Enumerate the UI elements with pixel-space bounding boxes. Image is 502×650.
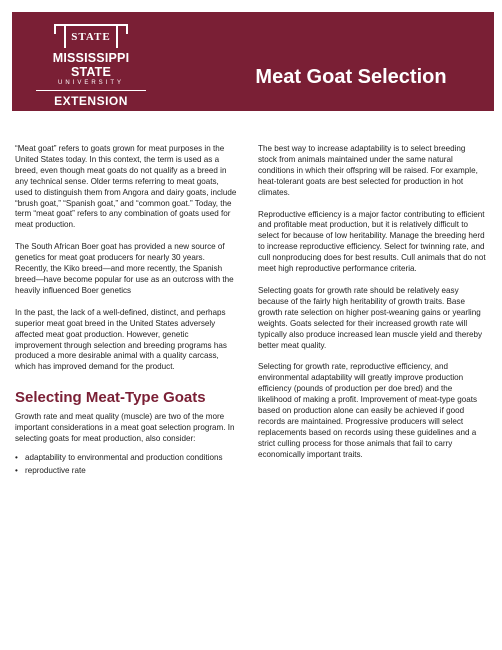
paragraph: “Meat goat” refers to goats grown for meat purposes in the United States today. In this context, the term is used as a breed, even though meat goats do not qualify as a breed in any technical sense. Older terms referring to meat goats, used to distinguish them from Angora and dairy goats, include “brush goat,” “Spanish goat,” and “common goat.” Today, the term “meat goat” refers to any combination of goats used for meat production. bbox=[15, 144, 237, 230]
section-heading: Selecting Meat-Type Goats bbox=[15, 389, 206, 407]
paragraph: The South African Boer goat has provided a new source of genetics for meat goat producers for nearly 30 years. Recently, the Kiko breed—and more recently, the Spanish breed—have become popular for use as an outcross with the heavily influenced Boer genetics bbox=[15, 242, 234, 295]
paragraph: The best way to increase adaptability is to select breeding stock from animals maintained under the same natural conditions in which their offspring will be raised. For example, heat-tolerant goats are best selected for production in hot climates. bbox=[258, 144, 478, 197]
paragraph: Reproductive efficiency is a major factor contributing to efficient and profitable meat production, but it is relatively difficult to select for because of low heritability. Manage the breeding herd to increase reproductive efficiency. Select for twinning rate, and cull nonproducing does for best results. Cull animals that do not meet high reproductive performance criteria. bbox=[258, 209, 486, 274]
logo-divider bbox=[36, 90, 146, 91]
logo-name: MISSISSIPPI STATE bbox=[52, 51, 130, 79]
bullet-list bbox=[15, 453, 237, 477]
header-banner bbox=[12, 12, 494, 111]
left-column bbox=[15, 144, 237, 479]
page-title: Meat Goat Selection bbox=[255, 66, 447, 88]
section-intro: Growth rate and meat quality (muscle) are two of the more important considerations in a meat goat selection program. In selecting goats for meat production, also consider: bbox=[15, 412, 235, 444]
logo-unit: EXTENSION bbox=[54, 94, 128, 108]
list-item: • adaptability to environmental and production conditions bbox=[15, 453, 237, 464]
paragraph: In the past, the lack of a well-defined, distinct, and perhaps superior meat goat breed in the United States adversely affected meat goat production. However, genetic improvement through selection and breeding programs has produced a more desirable animal with a quality carcass, which has improved demand for the product. bbox=[15, 307, 227, 372]
right-column bbox=[258, 144, 486, 472]
logo-university: UNIVERSITY bbox=[57, 80, 124, 86]
list-item: • reproductive rate bbox=[15, 466, 237, 477]
paragraph: Selecting for growth rate, reproductive efficiency, and environmental adaptability will greatly improve production efficiency (pounds of production per doe bred) and the likelihood of making a profit. Improvement of meat-type goats based on production alone can easily be achieved if good records are maintained. Progressive producers will select replacements based on records using these guidelines and a strict culling process for those animals that fail to carry economically important traits. bbox=[258, 362, 478, 459]
university-logo[interactable] bbox=[32, 24, 150, 108]
logo-shield-icon: STATE bbox=[64, 24, 118, 48]
paragraph: Selecting goats for growth rate should be relatively easy because of the fairly high heritability of growth traits. Base growth rate selection on higher post-weaning gains or yearling weights. Goats selected for their increased growth rate will typically also produce increased lean muscle yield and thereby better meat quality. bbox=[258, 285, 483, 350]
